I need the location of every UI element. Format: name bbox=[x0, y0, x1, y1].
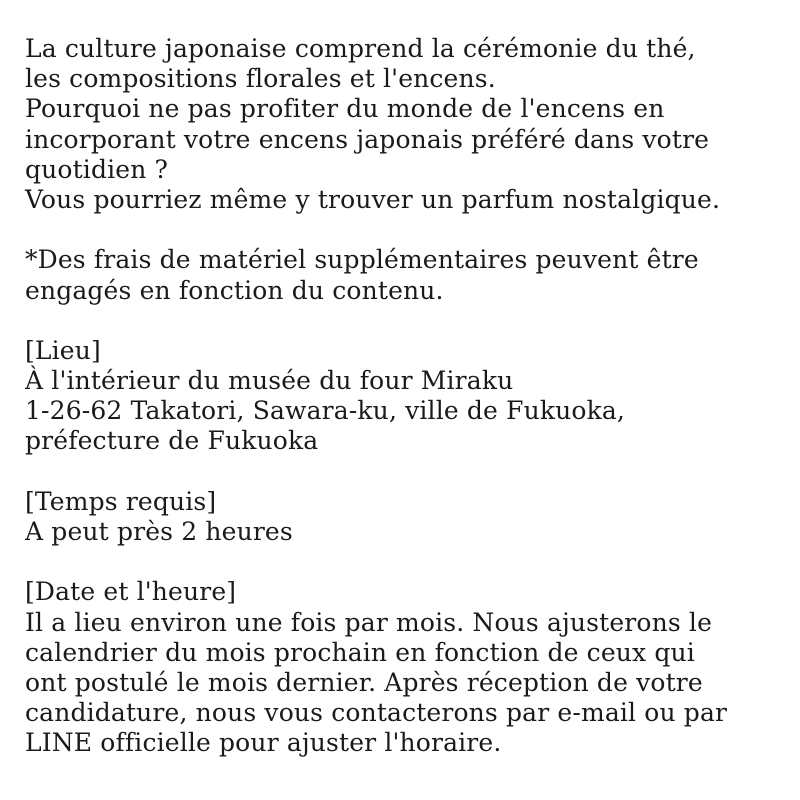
spacer bbox=[25, 457, 785, 487]
document-body bbox=[25, 34, 785, 759]
intro-line: quotidien ? bbox=[25, 154, 169, 184]
duration-section bbox=[25, 487, 785, 547]
location-line: À l'intérieur du musée du four Miraku bbox=[25, 366, 514, 396]
schedule-line: candidature, nous vous contacterons par e-mail ou par bbox=[25, 698, 728, 728]
location-heading: [Lieu] bbox=[25, 335, 101, 365]
location-line: préfecture de Fukuoka bbox=[25, 426, 319, 456]
note-line: *Des frais de matériel supplémentaires peuvent être bbox=[25, 245, 699, 275]
schedule-heading: [Date et l'heure] bbox=[25, 577, 237, 607]
intro-line: Pourquoi ne pas profiter du monde de l'encens en bbox=[25, 94, 665, 124]
intro-line: Vous pourriez même y trouver un parfum nostalgique. bbox=[25, 184, 721, 214]
schedule-line: LINE officielle pour ajuster l'horaire. bbox=[25, 728, 502, 758]
schedule-section bbox=[25, 577, 785, 758]
schedule-line: calendrier du mois prochain en fonction de ceux qui bbox=[25, 637, 695, 667]
intro-paragraph bbox=[25, 34, 785, 215]
intro-line: les compositions florales et l'encens. bbox=[25, 64, 496, 94]
note-line: engagés en fonction du contenu. bbox=[25, 275, 444, 305]
spacer bbox=[25, 547, 785, 577]
location-section bbox=[25, 336, 785, 457]
duration-heading: [Temps requis] bbox=[25, 486, 217, 516]
spacer bbox=[25, 306, 785, 336]
intro-line: La culture japonaise comprend la cérémonie du thé, bbox=[25, 34, 696, 63]
spacer bbox=[25, 215, 785, 245]
schedule-line: Il a lieu environ une fois par mois. Nous ajusterons le bbox=[25, 607, 713, 637]
schedule-line: ont postulé le mois dernier. Après réception de votre bbox=[25, 667, 703, 697]
duration-line: A peut près 2 heures bbox=[25, 517, 293, 546]
intro-line: incorporant votre encens japonais préféré dans votre bbox=[25, 124, 710, 154]
location-line: 1-26-62 Takatori, Sawara-ku, ville de Fukuoka, bbox=[25, 396, 626, 426]
fees-note bbox=[25, 245, 785, 305]
